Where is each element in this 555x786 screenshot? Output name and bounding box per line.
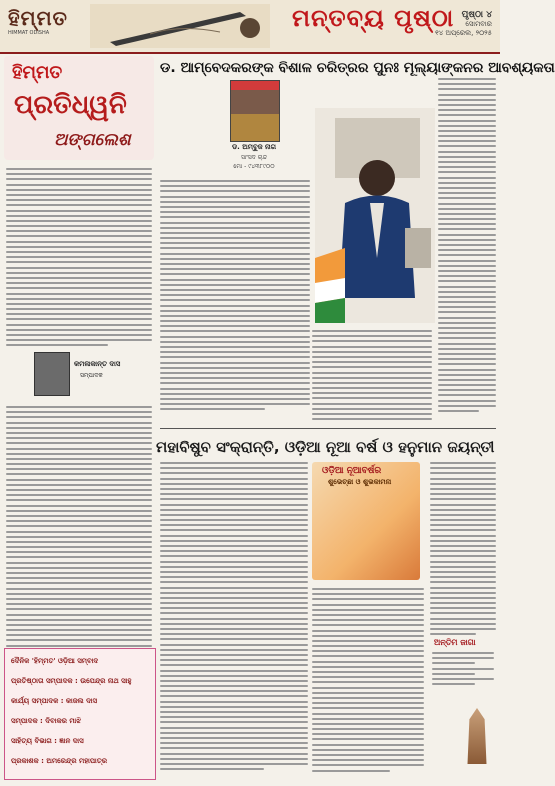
issue-day: ସୋମବାର [465, 20, 492, 28]
brand-box [4, 56, 154, 160]
pen-ink-illustration [90, 4, 270, 48]
author-photo [230, 80, 280, 142]
credit-line: ସାହିତ୍ୟ ବିଭାଗ : ଜ୍ଞାନ ଦାସ [11, 737, 84, 745]
page-number: ପୃଷ୍ଠା ୪ [461, 10, 492, 20]
credit-line: ପ୍ରତିଷ୍ଠାତା ସମ୍ପାଦକ : ଉପେନ୍ଦ୍ର ନାଥ ସାହୁ [11, 677, 132, 685]
credit-line: କାର୍ଯ୍ୟ ସମ୍ପାଦକ : କାଜଲ ଦାସ [11, 697, 98, 705]
section-title: ମନ୍ତବ୍ୟ ପୃଷ୍ଠା [292, 4, 455, 32]
author-phone: ମୋ - ୯୪୩୮୯୦୦ [233, 163, 275, 170]
festival-headline: ମହାବିଷୁବ ସଂକ୍ରାନ୍ତି, ଓଡ଼ିଆ ନୂଆ ବର୍ଷ ଓ ହନୁମାନ ଜୟନ୍ତୀ [156, 438, 495, 456]
festival-text-col-2 [312, 588, 424, 775]
festival-text-col-3 [430, 462, 496, 638]
brand-title-1: ହିମ୍ମତ [12, 62, 63, 83]
brand-title-3: ଅଙ୍ଗଲେଶ [54, 130, 131, 150]
festival-text-col-1 [160, 462, 308, 773]
poem-text [432, 652, 494, 688]
columnist-name: କମଳାକାନ୍ତ ଦାସ [74, 360, 121, 368]
article-headline: ଡ. ଆମ୍ବେଦକରଙ୍କ ବିଶାଳ ଚରିତ୍ରର ପୁନଃ ମୂଲ୍ୟାଙ୍କନର ଆବଶ୍ୟକତା [160, 60, 555, 76]
masthead [0, 0, 500, 54]
columnist-box [4, 352, 154, 400]
author-role: ସାଂସଦ ଚାନ୍ଦ [240, 154, 268, 161]
editorial-credits [4, 648, 156, 780]
article-text-col-1 [160, 180, 310, 413]
issue-date: ୧୪ ଅପ୍ରେଲ, ୨୦୨୫ [435, 29, 492, 37]
article-text-col-3 [438, 78, 496, 415]
author-name: ଡ. ଅମ୍ବୁଜ ନାଗ [231, 143, 277, 151]
section-divider [160, 428, 496, 429]
left-text-block-1 [6, 168, 152, 350]
date-box [420, 10, 492, 44]
brand-title-2: ପ୍ରତିଧ୍ୱନି [14, 90, 127, 120]
columnist-role: ସମ୍ପାଦକ [80, 372, 103, 379]
ambedkar-illustration [315, 108, 435, 323]
credit-line: ପ୍ରକାଶକ : ଅମରେନ୍ଦ୍ର ମହାପାତ୍ର [11, 757, 108, 765]
poem-box [430, 638, 496, 786]
greeting-title: ଓଡ଼ିଆ ନୂଆବର୍ଷର [322, 466, 382, 476]
credit-line: ଦୈନିକ 'ହିମ୍ମତ' ଓଡ଼ିଆ ସମ୍ବାଦ [11, 657, 99, 665]
columnist-photo [34, 352, 70, 396]
left-text-block-2 [6, 406, 152, 686]
left-column [4, 56, 154, 638]
credit-line: ସମ୍ପାଦକ : ଦିବାକର ମାଝି [11, 717, 81, 725]
newspaper-logo-subtitle: HIMMAT ODISHA [8, 30, 50, 36]
greeting-subtitle: ଶୁଭେଚ୍ଛା ଓ ଶୁଭକାମନା [328, 478, 392, 486]
poem-title: ଅନ୍ତିମ ଜାଗା [434, 638, 476, 647]
temple-illustration [458, 708, 496, 764]
newspaper-logo: ହିମ୍ମତ [8, 6, 68, 30]
article-text-col-2 [312, 330, 432, 423]
